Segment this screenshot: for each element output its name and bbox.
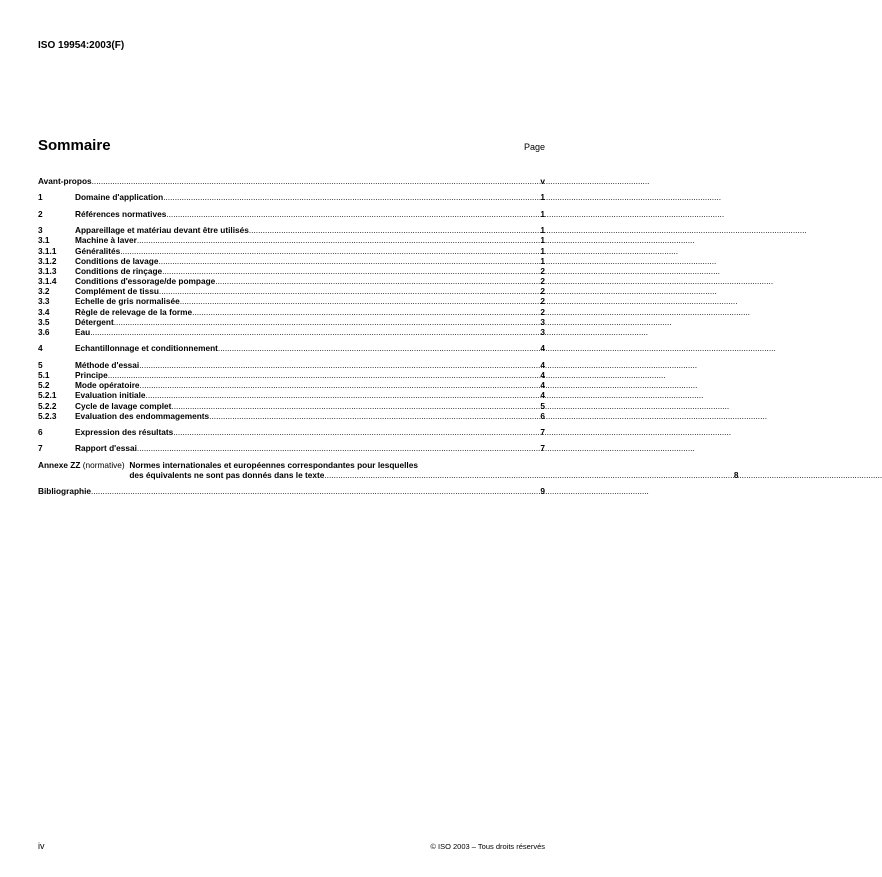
toc-entry-title: Conditions de lavage	[75, 255, 159, 266]
toc-entry-number: 3.3	[38, 296, 50, 307]
toc-entry-number: 2	[38, 208, 43, 219]
dot-leader	[114, 317, 540, 327]
toc-entry-page: 3	[540, 327, 545, 337]
toc-entry[interactable]	[38, 390, 545, 400]
toc-entry-number: 5.2.1	[38, 390, 57, 401]
toc-entry[interactable]	[38, 307, 545, 317]
bibliography-title: Bibliographie	[38, 486, 92, 497]
toc-entry[interactable]	[38, 176, 545, 186]
dot-leader	[120, 246, 539, 256]
toc-entry-title: Evaluation des endommagements	[75, 410, 210, 421]
toc-entry[interactable]	[38, 225, 545, 235]
toc-entry-title: Complément de tissu	[75, 286, 159, 297]
toc-entry-title: Appareillage et matériau devant être utilisés	[75, 225, 249, 236]
dot-leader	[171, 401, 539, 411]
toc-entry-page: 6	[540, 410, 545, 421]
dot-leader	[92, 176, 540, 186]
toc-entry-number: 7	[38, 443, 43, 454]
toc-entry-title: Généralités	[75, 245, 121, 256]
toc-entry-title: Machine à laver	[75, 235, 137, 246]
toc-entry-page: 1	[540, 208, 545, 219]
toc-entry-page: 2	[540, 286, 545, 297]
table-of-contents	[38, 176, 739, 497]
toc-entry-number: 5	[38, 359, 43, 370]
toc-entry-title: Eau	[75, 327, 91, 337]
toc-entry-page: 2	[540, 276, 545, 287]
toc-entry-annex-zz[interactable]	[38, 459, 739, 481]
annex-title-line1: Normes internationales et européennes correspondantes pour lesquelles	[129, 459, 418, 470]
toc-entry[interactable]	[38, 370, 545, 380]
toc-entry-page: 1	[540, 225, 545, 236]
toc-entry-page: 4	[540, 380, 545, 391]
toc-entry-title: Principe	[75, 369, 108, 380]
toc-entry-number: 3.1.3	[38, 265, 57, 276]
toc-entry-number: 3.1.1	[38, 245, 57, 256]
toc-entry-page: 2	[540, 306, 545, 317]
dot-leader	[158, 256, 539, 266]
dot-leader	[90, 327, 539, 337]
toc-entry-title: Méthode d'essai	[75, 359, 140, 370]
dot-leader	[173, 427, 539, 437]
toc-entry-number: 3.6	[38, 327, 50, 337]
toc-entry-number: 5.2.3	[38, 410, 57, 421]
toc-entry[interactable]	[38, 209, 545, 219]
toc-entry-title: Conditions d'essorage/de pompage	[75, 276, 216, 287]
toc-entry[interactable]	[38, 246, 545, 256]
toc-entry-number: 3.1.2	[38, 255, 57, 266]
toc-entry[interactable]	[38, 401, 545, 411]
toc-entry[interactable]	[38, 327, 545, 337]
dot-leader	[180, 296, 540, 306]
toc-entry-number: 3.1.4	[38, 276, 57, 287]
annex-label	[38, 460, 129, 480]
dot-leader	[137, 443, 539, 453]
toc-entry-page: 1	[540, 235, 545, 246]
toc-entry[interactable]	[38, 192, 545, 202]
toc-entry[interactable]	[38, 317, 545, 327]
dot-leader	[166, 209, 539, 219]
toc-entry[interactable]	[38, 443, 545, 453]
toc-entry[interactable]	[38, 235, 545, 245]
dot-leader	[140, 380, 540, 390]
document-id: ISO 19954:2003(F)	[38, 40, 125, 51]
toc-entry-page: 2	[540, 296, 545, 307]
toc-entry-page: 5	[540, 400, 545, 411]
dot-leader	[91, 486, 539, 496]
toc-entry[interactable]	[38, 296, 545, 306]
toc-entry-title: Avant-propos	[38, 176, 92, 186]
toc-entry-page: 2	[540, 265, 545, 276]
page-title: Sommaire	[38, 137, 111, 154]
page-number: iv	[38, 841, 45, 851]
copyright-notice: © ISO 2003 – Tous droits réservés	[430, 842, 545, 851]
toc-entry[interactable]	[38, 266, 545, 276]
toc-entry-number: 3.4	[38, 306, 50, 317]
dot-leader	[137, 235, 540, 245]
toc-entry-bibliographie[interactable]	[38, 486, 545, 496]
toc-entry-page: 4	[540, 369, 545, 380]
dot-leader	[249, 225, 540, 235]
toc-entry-number: 1	[38, 192, 43, 203]
toc-entry-page: 7	[540, 427, 545, 438]
bibliography-page: 9	[540, 486, 545, 497]
toc-entry-page: 4	[540, 359, 545, 370]
toc-entry[interactable]	[38, 427, 545, 437]
toc-entry-page: 3	[540, 316, 545, 327]
toc-entry-title: Règle de relevage de la forme	[75, 306, 193, 317]
toc-entry-title: Echantillonnage et conditionnement	[75, 343, 218, 354]
annex-page: 8	[733, 470, 739, 481]
dot-leader	[218, 343, 539, 353]
toc-entry-title: Références normatives	[75, 208, 167, 219]
toc-entry-title: Evaluation initiale	[75, 390, 146, 401]
toc-entry-page: 1	[540, 192, 545, 203]
toc-entry-number: 5.1	[38, 369, 50, 380]
annex-title-line2: des équivalents ne sont pas donnés dans le texte	[129, 470, 325, 481]
toc-entry-title: Conditions de rinçage	[75, 265, 163, 276]
toc-entry-page: v	[540, 176, 545, 186]
toc-entry[interactable]	[38, 256, 545, 266]
annex-qualifier: (normative)	[82, 459, 125, 470]
toc-entry-title: Expression des résultats	[75, 427, 174, 438]
toc-entry[interactable]	[38, 276, 545, 286]
toc-entry-title: Rapport d'essai	[75, 443, 137, 454]
toc-entry-page: 1	[540, 245, 545, 256]
toc-entry-number: 3.1	[38, 235, 50, 246]
toc-entry-page: 4	[540, 343, 545, 354]
dot-leader	[108, 370, 540, 380]
annex-id: Annexe ZZ	[38, 459, 81, 470]
dot-leader	[163, 192, 539, 202]
toc-entry-number: 5.2.2	[38, 400, 57, 411]
dot-leader	[215, 276, 539, 286]
dot-leader	[209, 411, 539, 421]
toc-entry-page: 4	[540, 390, 545, 401]
toc-entry-title: Mode opératoire	[75, 380, 140, 391]
dot-leader	[139, 360, 539, 370]
toc-entry-number: 3.5	[38, 316, 50, 327]
toc-entry[interactable]	[38, 286, 545, 296]
toc-entry-number: 4	[38, 343, 43, 354]
toc-entry-title: Echelle de gris normalisée	[75, 296, 180, 307]
toc-entry[interactable]	[38, 343, 545, 353]
toc-entry-number: 3	[38, 225, 43, 236]
dot-leader	[159, 286, 539, 296]
toc-entry[interactable]	[38, 360, 545, 370]
toc-entry-number: 3.2	[38, 286, 50, 297]
dot-leader	[162, 266, 539, 276]
toc-entry-page: 7	[540, 443, 545, 454]
toc-entry[interactable]	[38, 411, 545, 421]
page-column-label: Page	[523, 142, 545, 152]
dot-leader	[146, 390, 540, 400]
dot-leader	[192, 307, 539, 317]
toc-entry-title: Détergent	[75, 316, 114, 327]
toc-entry-number: 6	[38, 427, 43, 438]
toc-entry[interactable]	[38, 380, 545, 390]
toc-entry-title: Cycle de lavage complet	[75, 400, 172, 411]
dot-leader	[324, 470, 732, 480]
toc-entry-page: 1	[540, 255, 545, 266]
toc-entry-number: 5.2	[38, 380, 50, 391]
toc-entry-title: Domaine d'application	[75, 192, 164, 203]
